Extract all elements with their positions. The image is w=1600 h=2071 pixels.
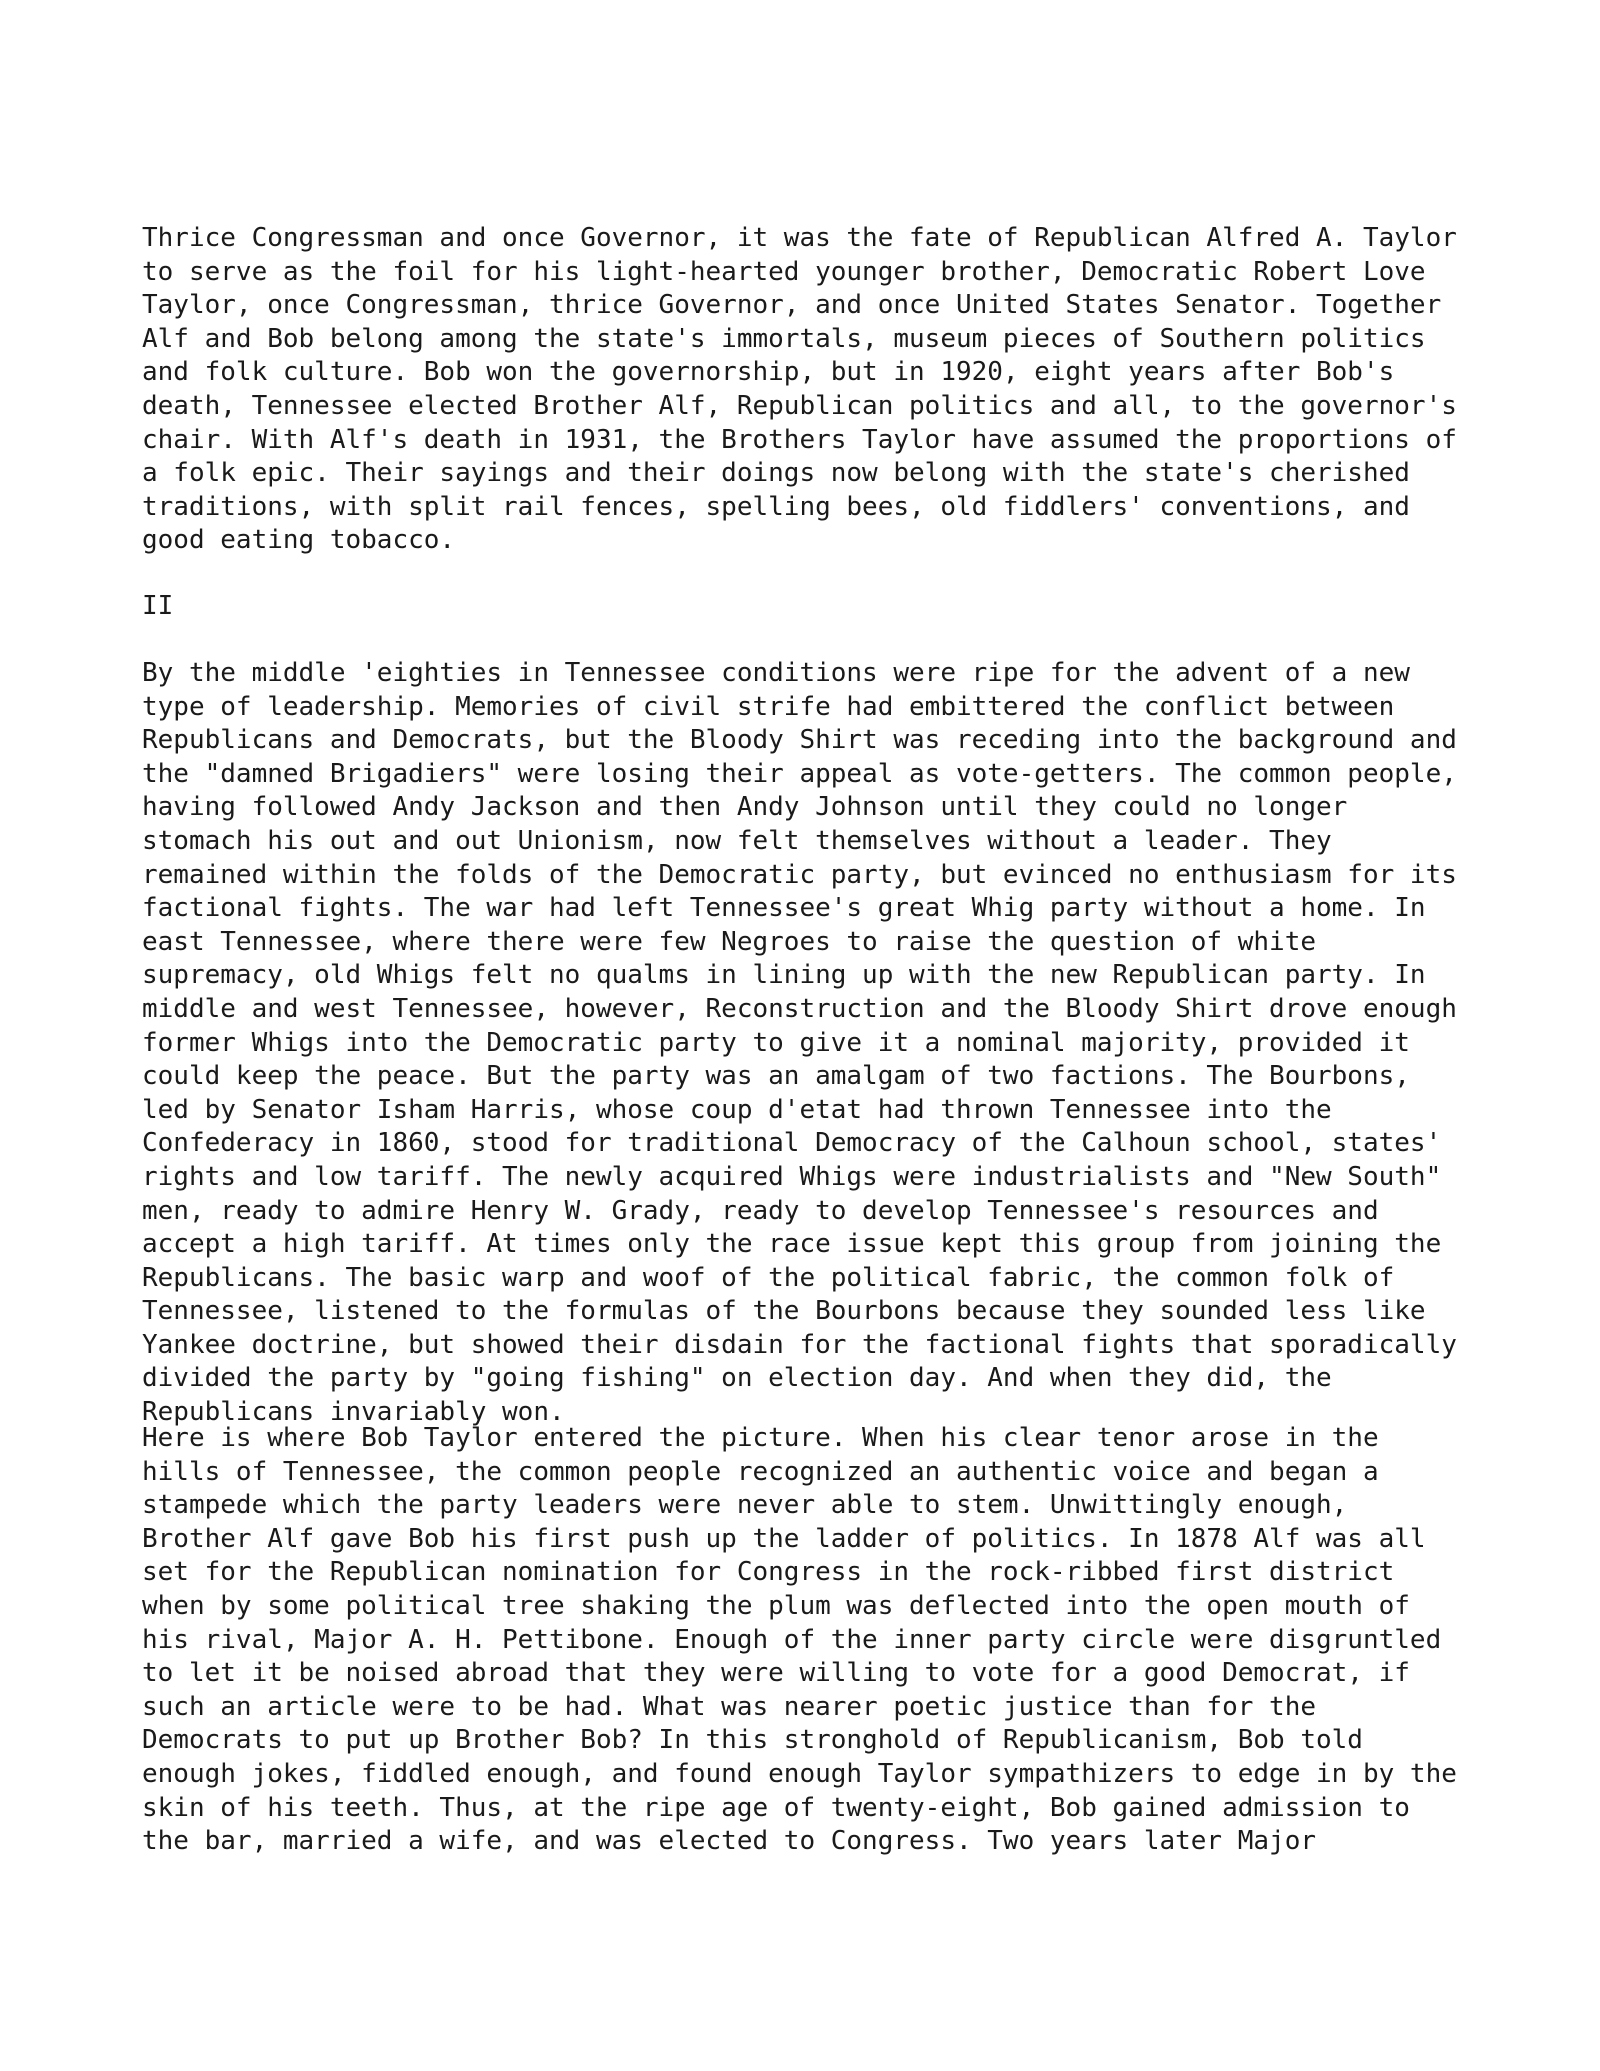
paragraph-tennessee-politics: By the middle 'eighties in Tennessee conditions were ripe for the advent of a new type of leadership. Memories of civil strife had embittered the conflict between Republicans and Democrats, but the Bloody Shirt was receding into the background and the "damned Brigadiers" were losing their appeal as vote-getters. The common people, having followed Andy Jackson and then Andy Johnson until they could no longer stomach his out and out Unionism, now felt themselves without a leader. They remained within the folds of the Democratic party, but evinced no enthusiasm for its factional fights. The war had left Tennessee's great Whig party without a home. In east Tennessee, where there were few Negroes to raise the question of white supremacy, old Whigs felt no qualms in lining up with the new Republican party. In middle and west Tennessee, however, Reconstruction and the Bloody Shirt drove enough former Whigs into the Democratic party to give it a nominal majority, provided it could keep the peace. But the party was an amalgam of two factions. The Bourbons, led by Senator Isham Harris, whose coup d'etat had thrown Tennessee into the Confederacy in 1860, stood for traditional Democracy of the Calhoun school, states' rights and low tariff. The newly acquired Whigs were industrialists and "New South" men, ready to admire Henry W. Grady, ready to develop Tennessee's resources and accept a high tariff. At times only the race issue kept this group from joining the Republicans. The basic warp and woof of the political fabric, the common folk of Tennessee, listened to the formulas of the Bourbons because they sounded less like Yankee doctrine, but showed their disdain for the factional fights that sporadically divided the party by "going fishing" on election day. And when they did, the Republicans invariably won. [142,658,1457,1428]
section-heading: II [142,591,174,621]
paragraph-taylor-brothers-intro: Thrice Congressman and once Governor, it was the fate of Republican Alfred A. Taylor to serve as the foil for his light-hearted younger brother, Democratic Robert Love Taylor, once Congressman, thrice Governor, and once United States Senator. Together Alf and Bob belong among the state's immortals, museum pieces of Southern politics and folk culture. Bob won the governorship, but in 1920, eight years after Bob's death, Tennessee elected Brother Alf, Republican politics and all, to the governor's chair. With Alf's death in 1931, the Brothers Taylor have assumed the proportions of a folk epic. Their sayings and their doings now belong with the state's cherished traditions, with split rail fences, spelling bees, old fiddlers' conventions, and good eating tobacco. [142,223,1457,556]
paragraph-bob-taylor-entry: Here is where Bob Taylor entered the picture. When his clear tenor arose in the hills of Tennessee, the common people recognized an authentic voice and began a stampede which the party leaders were never able to stem. Unwittingly enough, Brother Alf gave Bob his first push up the ladder of politics. In 1878 Alf was all set for the Republican nomination for Congress in the rock-ribbed first district when by some political tree shaking the plum was deflected into the open mouth of his rival, Major A. H. Pettibone. Enough of the inner party circle were disgruntled to let it be noised abroad that they were willing to vote for a good Democrat, if such an article were to be had. What was nearer poetic justice than for the Democrats to put up Brother Bob? In this stronghold of Republicanism, Bob told enough jokes, fiddled enough, and found enough Taylor sympathizers to edge in by the skin of his teeth. Thus, at the ripe age of twenty-eight, Bob gained admission to the bar, married a wife, and was elected to Congress. Two years later Major [142,1423,1457,1857]
